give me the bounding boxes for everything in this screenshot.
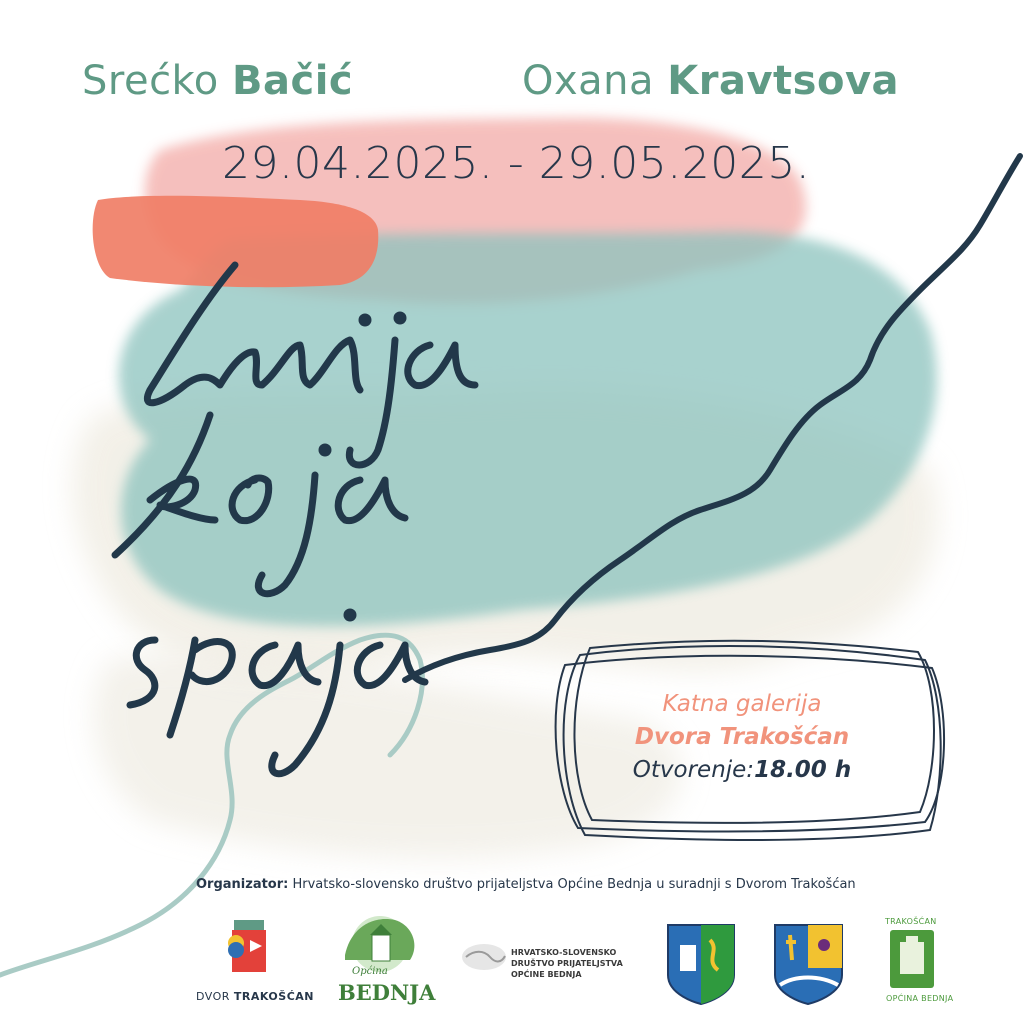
coral-stroke bbox=[93, 196, 379, 287]
opening-time: Otvorenje:18.00 h bbox=[632, 757, 852, 783]
hsd-label: HRVATSKO-SLOVENSKO DRUŠTVO PRIJATELJSTVA OPĆINE BEDNJA bbox=[511, 948, 623, 979]
venue-info bbox=[572, 688, 912, 787]
artist-name-2: Oxana Kravtsova bbox=[522, 58, 900, 104]
coat-of-arms-municipality bbox=[775, 925, 842, 1004]
dvor-trakoscan-label: DVOR TRAKOŠĆAN bbox=[196, 990, 314, 1003]
handshake-logo bbox=[462, 944, 506, 970]
title-dot-2 bbox=[397, 315, 403, 321]
trakoscan-top-label: TRAKOŠĆAN bbox=[885, 917, 937, 926]
venue-line-2: Dvora Trakošćan bbox=[634, 724, 850, 750]
title-dot-3 bbox=[322, 447, 328, 453]
organizer-text: Organizator: Hrvatsko-slovensko društvo prijateljstva Općine Bednja u suradnji s Dvorom Trakošćan bbox=[196, 877, 856, 892]
opcina-label: Općina bbox=[352, 966, 388, 977]
coat-of-arms-bednja bbox=[668, 925, 734, 1004]
dvor-trakoscan-logo bbox=[228, 920, 266, 972]
title-dot-1 bbox=[362, 317, 368, 323]
title-dot-4 bbox=[347, 612, 353, 618]
venue-line-1: Katna galerija bbox=[662, 691, 822, 717]
trakoscan-bottom-label: OPĆINA BEDNJA bbox=[886, 994, 954, 1003]
exhibition-dates: 29.04.2025. - 29.05.2025. bbox=[222, 138, 811, 189]
bednja-label: BEDNJA bbox=[338, 980, 436, 1005]
opcina-bednja-logo bbox=[345, 916, 414, 972]
artist-name-1: Srećko Bačić bbox=[82, 58, 354, 104]
trakoscan-municipality-logo bbox=[890, 930, 934, 988]
